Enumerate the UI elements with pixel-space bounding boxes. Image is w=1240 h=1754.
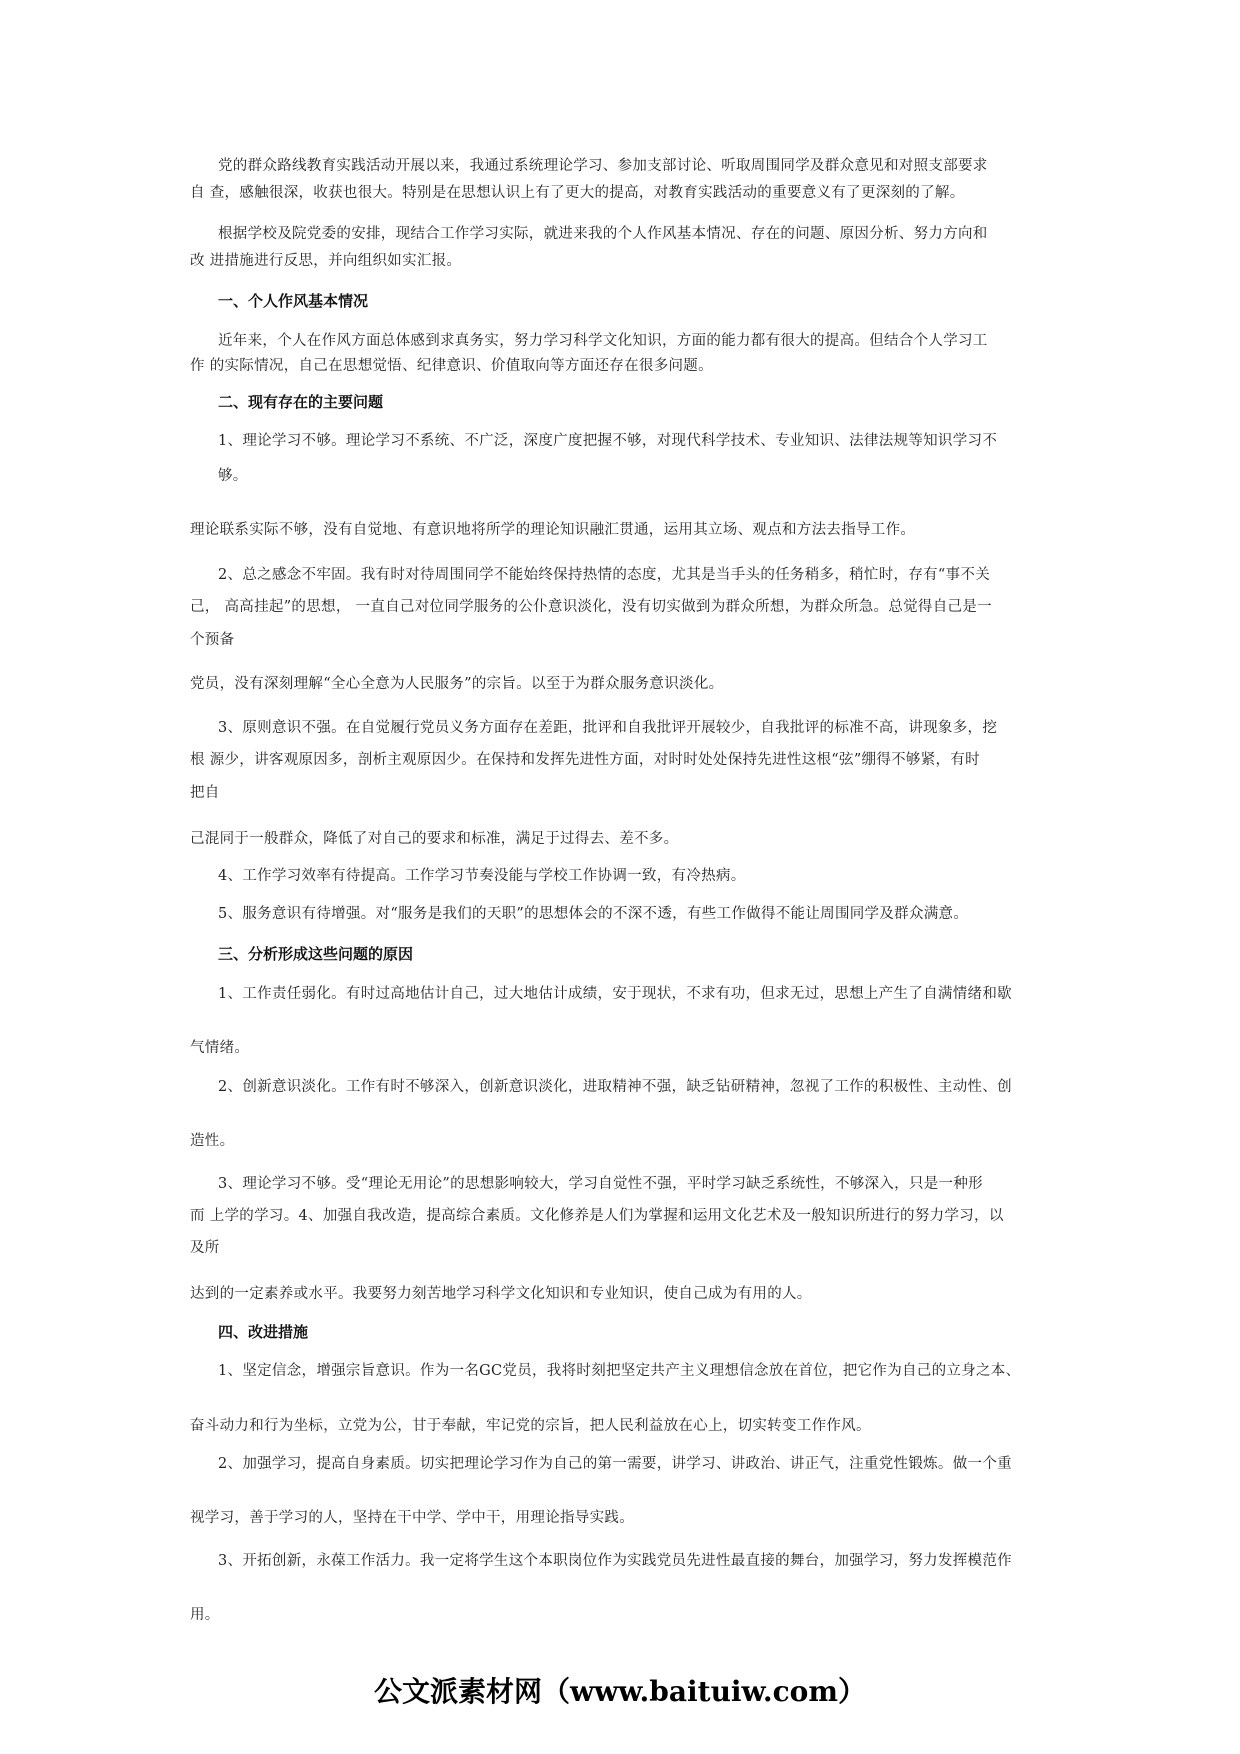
- section2-item2-line3: 个预备: [190, 632, 235, 648]
- section2-heading: 二、现有存在的主要问题: [218, 393, 384, 411]
- section3-item2-line2: 造性。: [190, 1133, 235, 1149]
- section4-item1-line1: 1、坚定信念，增强宗旨意识。作为一名GC党员，我将时刻把坚定共产主义理想信念放在首位，把它作为自己的立身之本、: [218, 1363, 1021, 1379]
- footer-watermark: 公文派素材网（www.baituiw.com）: [374, 1675, 866, 1708]
- intro2-line2: 改 进措施进行反思，并向组织如实汇报。: [190, 253, 462, 269]
- section2-item3-line1: 3、原则意识不强。在自觉履行党员义务方面存在差距，批评和自我批评开展较少，自我批评的标准不高，讲现象多，挖: [218, 720, 998, 736]
- section2-item1-line3: 理论联系实际不够，没有自觉地、有意识地将所学的理论知识融汇贯通，运用其立场、观点和方法去指导工作。: [190, 522, 916, 538]
- section4-item1-line2: 奋斗动力和行为坐标，立党为公，甘于奉献，牢记党的宗旨，把人民利益放在心上，切实转变工作作风。: [190, 1418, 871, 1434]
- section2-item1-line1: 1、理论学习不够。理论学习不系统、不广泛，深度广度把握不够，对现代科学技术、专业知识、法律法规等知识学习不: [218, 433, 998, 449]
- section2-item4: 4、工作学习效率有待提高。工作学习节奏没能与学校工作协调一致，有冷热病。: [218, 868, 746, 884]
- section2-item5: 5、服务意识有待增强。对“服务是我们的天职”的思想体会的不深不透，有些工作做得不能让周围同学及群众满意。: [218, 906, 969, 922]
- section3-item1-line2: 气情绪。: [190, 1040, 250, 1056]
- section1-heading: 一、个人作风基本情况: [218, 292, 369, 310]
- section2-item2-line1: 2、总之感念不牢固。我有时对待周围同学不能始终保持热情的态度，尤其是当手头的任务稍多，稍忙时，存有“事不关: [218, 567, 991, 583]
- section3-item3-line1: 3、理论学习不够。受“理论无用论”的思想影响较大，学习自觉性不强，平时学习缺乏系统性，不够深入，只是一种形: [218, 1176, 983, 1192]
- section1-line1: 近年来，个人在作风方面总体感到求真务实，努力学习科学文化知识，方面的能力都有很大的提高。但结合个人学习工: [218, 333, 988, 349]
- section1-line2: 作 的实际情况，自己在思想觉悟、纪律意识、价值取向等方面还存在很多问题。: [190, 358, 713, 374]
- intro1-line2: 自 查，感触很深，收获也很大。特别是在思想认识上有了更大的提高，对教育实践活动的重要意义有了更深刻的了解。: [190, 185, 965, 201]
- section2-item2-line2: 己， 高高挂起”的思想， 一直自己对位同学服务的公仆意识淡化，没有切实做到为群众所想，为群众所急。总觉得自己是一: [190, 599, 992, 615]
- section2-item1-line2: 够。: [218, 468, 248, 484]
- section4-item2-line2: 视学习，善于学习的人，坚持在干中学、学中干，用理论指导实践。: [190, 1510, 634, 1526]
- section3-item3-line3: 及所: [190, 1240, 220, 1256]
- intro2-line1: 根据学校及院党委的安排，现结合工作学习实际，就进来我的个人作风基本情况、存在的问题、原因分析、努力方向和: [218, 226, 988, 242]
- intro1-line1: 党的群众路线教育实践活动开展以来，我通过系统理论学习、参加支部讨论、听取周围同学及群众意见和对照支部要求: [218, 158, 988, 174]
- section2-item2-line4: 党员，没有深刻理解“全心全意为人民服务”的宗旨。以至于为群众服务意识淡化。: [190, 676, 724, 692]
- section4-heading: 四、改进措施: [218, 1323, 309, 1341]
- section3-item3-line2: 而 上学的学习。4、加强自我改造，提高综合素质。文化修养是人们为掌握和运用文化艺术及一般知识所进行的努力学习，以: [190, 1208, 1004, 1224]
- section2-item3-line4: 己混同于一般群众，降低了对自己的要求和标准，满足于过得去、差不多。: [190, 831, 679, 847]
- section2-item3-line3: 把自: [190, 785, 220, 801]
- section3-item1-line1: 1、工作责任弱化。有时过高地估计自己，过大地估计成绩，安于现状，不求有功，但求无过，思想上产生了自满情绪和歇: [218, 986, 1012, 1002]
- section4-item3-line2: 用。: [190, 1607, 220, 1623]
- section4-item2-line1: 2、加强学习，提高自身素质。切实把理论学习作为自己的第一需要，讲学习、讲政治、讲正气，注重党性锻炼。做一个重: [218, 1456, 1012, 1472]
- section3-heading: 三、分析形成这些问题的原因: [218, 945, 414, 963]
- section3-item3-line4: 达到的一定素养或水平。我要努力刻苦地学习科学文化知识和专业知识，使自己成为有用的人。: [190, 1286, 812, 1302]
- section3-item2-line1: 2、创新意识淡化。工作有时不够深入，创新意识淡化，进取精神不强，缺乏钻研精神，忽视了工作的积极性、主动性、创: [218, 1079, 1012, 1095]
- section2-item3-line2: 根 源少，讲客观原因多，剖析主观原因少。在保持和发挥先进性方面，对时时处处保持先进性这根“弦”绷得不够紧，有时: [190, 752, 980, 768]
- section4-item3-line1: 3、开拓创新，永葆工作活力。我一定将学生这个本职岗位作为实践党员先进性最直接的舞台，加强学习，努力发挥模范作: [218, 1553, 1012, 1569]
